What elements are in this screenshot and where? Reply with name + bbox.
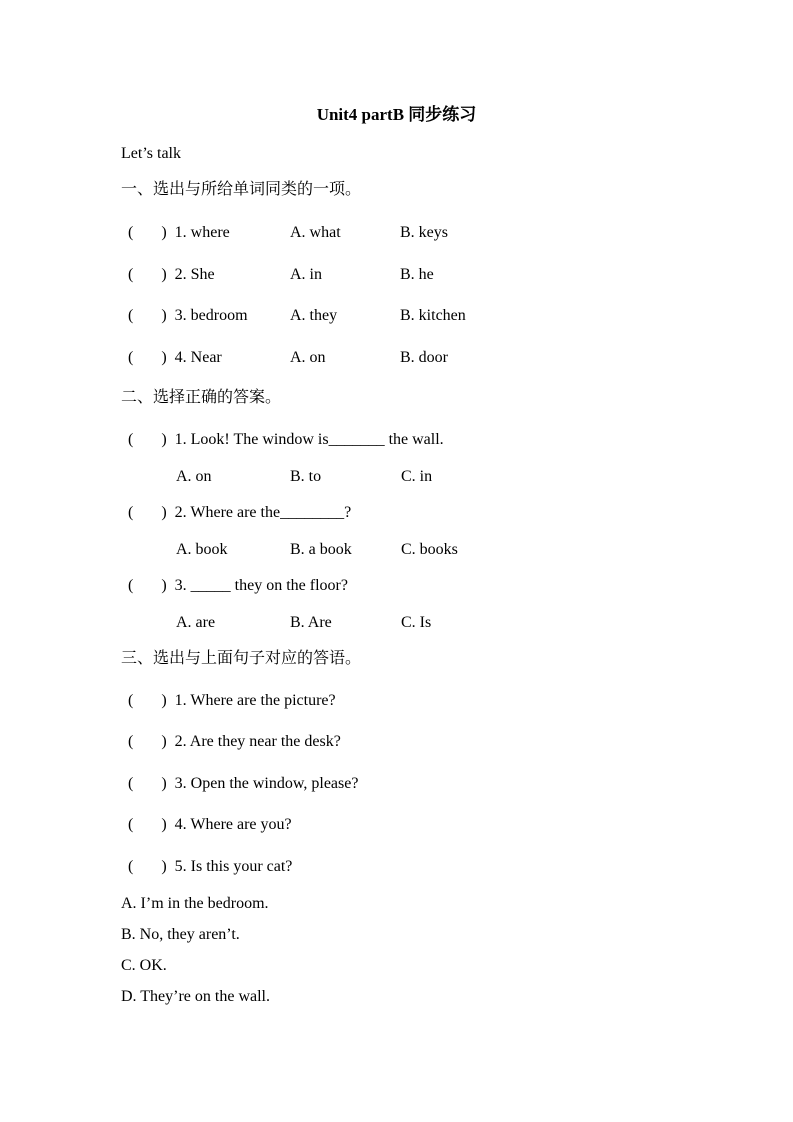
s1-q2: ( ) 2. She [128, 266, 215, 283]
s2-q1-option-c: C. in [401, 468, 433, 485]
s1-q4-option-a: A. on [290, 349, 326, 366]
s2-q1: ( ) 1. Look! The window is_______ the wall. [128, 431, 444, 448]
s2-q1-option-a: A. on [176, 468, 212, 485]
s1-q4-option-b: B. door [400, 349, 448, 366]
s2-q2: ( ) 2. Where are the________? [128, 504, 352, 521]
s2-q2-option-a: A. book [176, 541, 228, 558]
s1-q2-option-a: A. in [290, 266, 322, 283]
s1-q1-option-b: B. keys [400, 224, 448, 241]
s2-q3: ( ) 3. _____ they on the floor? [128, 577, 348, 594]
s1-q3-option-b: B. kitchen [400, 307, 466, 324]
s1-q1-option-a: A. what [290, 224, 341, 241]
section2-heading: 二、选择正确的答案。 [121, 389, 282, 406]
s3-answer-a: A. I’m in the bedroom. [121, 895, 269, 912]
s1-q2-option-b: B. he [400, 266, 434, 283]
s2-q2-option-c: C. books [401, 541, 458, 558]
s2-q3-option-c: C. Is [401, 614, 432, 631]
section3-heading: 三、选出与上面句子对应的答语。 [121, 650, 362, 667]
s3-q4: ( ) 4. Where are you? [128, 816, 292, 833]
subtitle-lets-talk: Let’s talk [121, 145, 181, 162]
s3-answer-b: B. No, they aren’t. [121, 926, 240, 943]
s3-answer-d: D. They’re on the wall. [121, 988, 270, 1005]
s2-q3-option-a: A. are [176, 614, 216, 631]
s3-q2: ( ) 2. Are they near the desk? [128, 733, 341, 750]
s3-answer-c: C. OK. [121, 957, 167, 974]
s3-q3: ( ) 3. Open the window, please? [128, 775, 359, 792]
section1-heading: 一、选出与所给单词同类的一项。 [121, 181, 362, 198]
s1-q3: ( ) 3. bedroom [128, 307, 248, 324]
s3-q5: ( ) 5. Is this your cat? [128, 858, 293, 875]
s2-q3-option-b: B. Are [290, 614, 332, 631]
s3-q1: ( ) 1. Where are the picture? [128, 692, 336, 709]
page-title: Unit4 partB 同步练习 [316, 105, 477, 124]
s1-q3-option-a: A. they [290, 307, 338, 324]
s1-q1: ( ) 1. where [128, 224, 230, 241]
s2-q1-option-b: B. to [290, 468, 322, 485]
s2-q2-option-b: B. a book [290, 541, 352, 558]
s1-q4: ( ) 4. Near [128, 349, 222, 366]
